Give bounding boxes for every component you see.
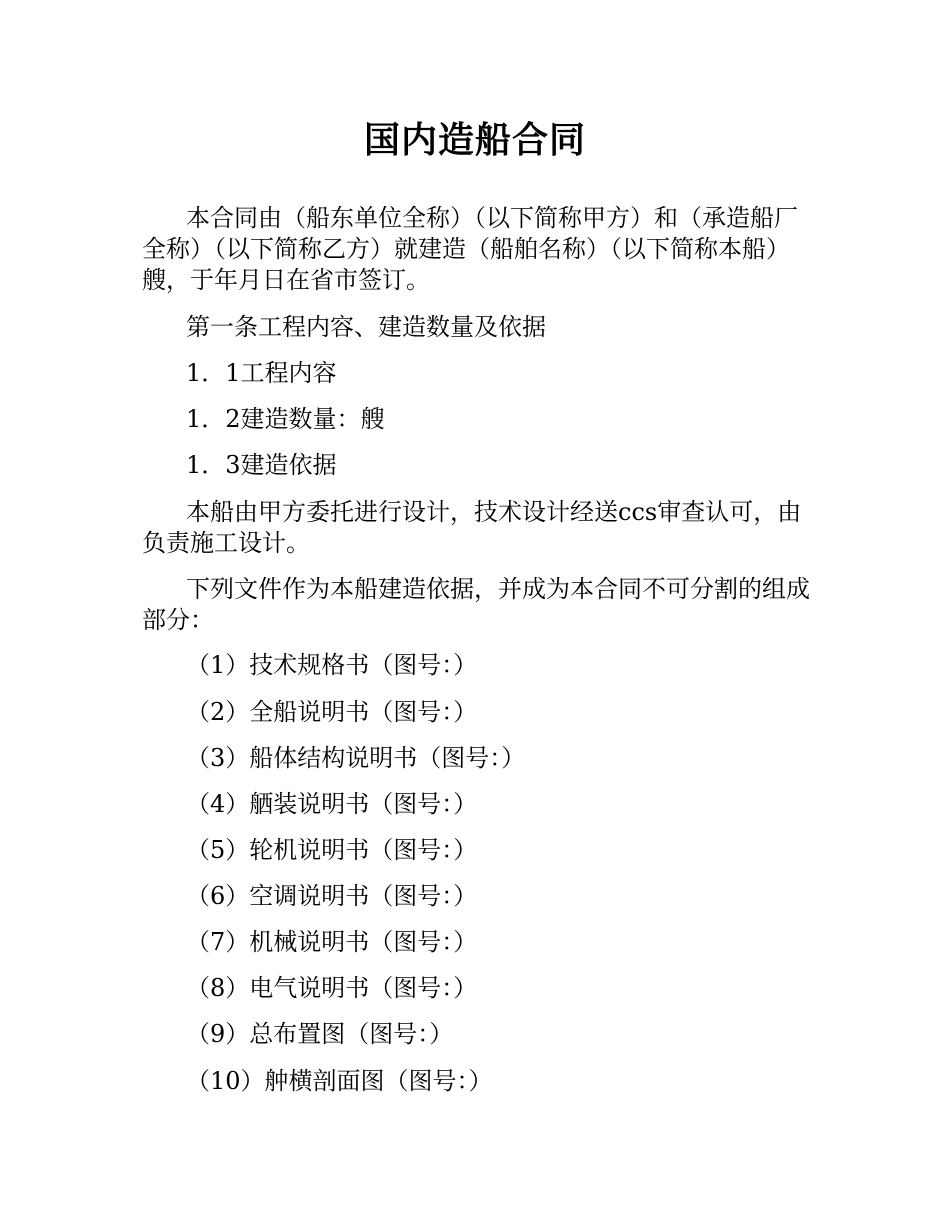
document-list-item: （1）技术规格书（图号：） <box>186 651 478 679</box>
document-list-item: （9）总布置图（图号：） <box>186 1020 454 1048</box>
document-list-item: （4）舾装说明书（图号：） <box>186 790 478 818</box>
document-list-item: （2）全船说明书（图号：） <box>186 698 478 726</box>
documents-paragraph: 下列文件作为本船建造依据，并成为本合同不可分割的组成部分： <box>142 575 810 634</box>
document-list-item: （3）船体结构说明书（图号：） <box>186 744 526 772</box>
article-1-heading: 第一条工程内容、建造数量及依据 <box>186 313 546 341</box>
document-list-item: （6）空调说明书（图号：） <box>186 882 478 910</box>
document-title: 国内造船合同 <box>363 120 586 161</box>
section-1-1: 1．1工程内容 <box>186 359 337 387</box>
document-list-item: （7）机械说明书（图号：） <box>186 928 478 956</box>
section-1-2: 1．2建造数量：艘 <box>186 405 385 433</box>
document-list-item: （8）电气说明书（图号：） <box>186 974 478 1002</box>
document-list-item: （5）轮机说明书（图号：） <box>186 836 478 864</box>
document-list-item: （10）舯横剖面图（图号：） <box>186 1067 493 1095</box>
section-1-3: 1．3建造依据 <box>186 451 337 479</box>
intro-paragraph: 本合同由（船东单位全称）（以下简称甲方）和（承造船厂全称）（以下简称乙方）就建造（船舶名称）（以下简称本船）艘，于年月日在省市签订。 <box>142 204 798 294</box>
design-paragraph: 本船由甲方委托进行设计，技术设计经送ccs审查认可，由负责施工设计。 <box>142 498 802 557</box>
